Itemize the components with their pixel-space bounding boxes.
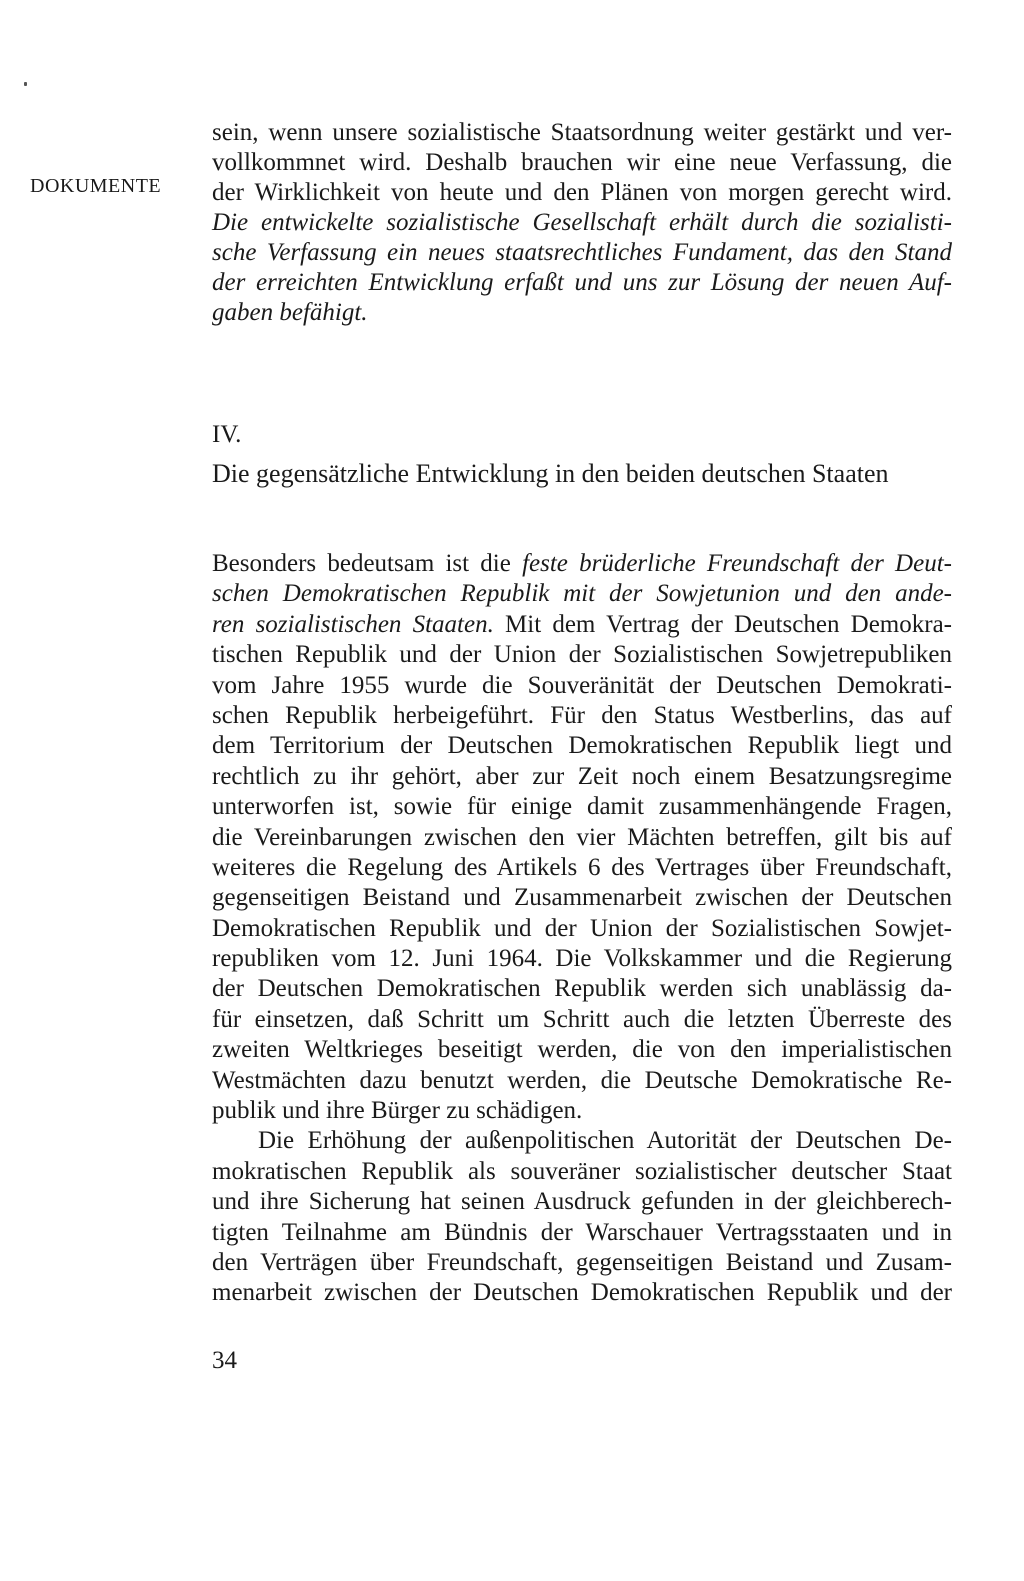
text-line: schen Demokratischen Republik mit der Sowjetunion und den ande- [212, 580, 952, 608]
text-line: unterworfen ist, sowie für einige damit zusammenhängende Fragen, [212, 793, 952, 821]
text-line: tischen Republik und der Union der Sozialistischen Sowjetrepubliken [212, 641, 952, 669]
text-line: tigten Teilnahme am Bündnis der Warschauer Vertragsstaaten und in [212, 1218, 952, 1246]
text-line: ren sozialistischen Staaten. Mit dem Vertrag der Deutschen Demokra- [212, 610, 952, 638]
text-line: der Wirklichkeit von heute und den Plänen von morgen gerecht wird. [212, 179, 952, 206]
text-line: und ihre Sicherung hat seinen Ausdruck gefunden in der gleichberech- [212, 1188, 952, 1216]
text-line: sein, wenn unsere sozialistische Staatsordnung weiter gestärkt und ver- [212, 119, 952, 146]
intro-paragraph [212, 118, 952, 328]
text-line: der Deutschen Demokratischen Republik werden sich unablässig da- [212, 975, 952, 1003]
text-line: vollkommnet wird. Deshalb brauchen wir eine neue Verfassung, die [212, 149, 952, 176]
text-line: die Vereinbarungen zwischen den vier Mächten betreffen, gilt bis auf [212, 823, 952, 851]
text-line: schen Republik herbeigeführt. Für den Status Westberlins, das auf [212, 701, 952, 729]
body-text [212, 549, 952, 1309]
text-line: Westmächten dazu benutzt werden, die Deutsche Demokratische Re- [212, 1066, 952, 1094]
page-number: 34 [212, 1347, 237, 1374]
scan-speck [24, 82, 27, 86]
section-number: IV. [212, 421, 242, 448]
text-line: Besonders bedeutsam ist die feste brüderliche Freundschaft der Deut- [212, 550, 952, 577]
text-line: gegenseitigen Beistand und Zusammenarbeit zwischen der Deutschen [212, 884, 952, 912]
section-title: Die gegensätzliche Entwicklung in den beiden deutschen Staaten [212, 459, 889, 488]
text-line: Die Erhöhung der außenpolitischen Autorität der Deutschen De- [258, 1127, 952, 1155]
text-line: den Verträgen über Freundschaft, gegenseitigen Beistand und Zusam- [212, 1248, 952, 1276]
text-line: republiken vom 12. Juni 1964. Die Volkskammer und die Regierung [212, 945, 952, 973]
margin-label-dokumente: DOKUMENTE [30, 175, 162, 197]
text-line: vom Jahre 1955 wurde die Souveränität der Deutschen Demokrati- [212, 671, 952, 699]
text-line: Demokratischen Republik und der Union der Sozialistischen Sowjet- [212, 914, 952, 942]
text-line: dem Territorium der Deutschen Demokratischen Republik liegt und [212, 732, 952, 760]
text-line: rechtlich zu ihr gehört, aber zur Zeit noch einem Besatzungsregime [212, 762, 952, 790]
text-line: gaben befähigt. [212, 299, 368, 326]
text-line: weiteres die Regelung des Artikels 6 des Vertrages über Freundschaft, [212, 853, 952, 881]
text-line: menarbeit zwischen der Deutschen Demokratischen Republik und der [212, 1279, 952, 1307]
text-line: Die entwickelte sozialistische Gesellschaft erhält durch die sozialisti- [212, 209, 952, 236]
text-line: für einsetzen, daß Schritt um Schritt auch die letzten Überreste des [212, 1005, 952, 1033]
text-line: publik und ihre Bürger zu schädigen. [212, 1097, 583, 1125]
text-line: der erreichten Entwicklung erfaßt und uns zur Lösung der neuen Auf- [212, 269, 952, 296]
text-line: sche Verfassung ein neues staatsrechtliches Fundament, das den Stand [212, 239, 952, 266]
text-line: mokratischen Republik als souveräner sozialistischer deutscher Staat [212, 1157, 952, 1185]
text-line: zweiten Weltkrieges beseitigt werden, die von den imperialistischen [212, 1036, 952, 1064]
